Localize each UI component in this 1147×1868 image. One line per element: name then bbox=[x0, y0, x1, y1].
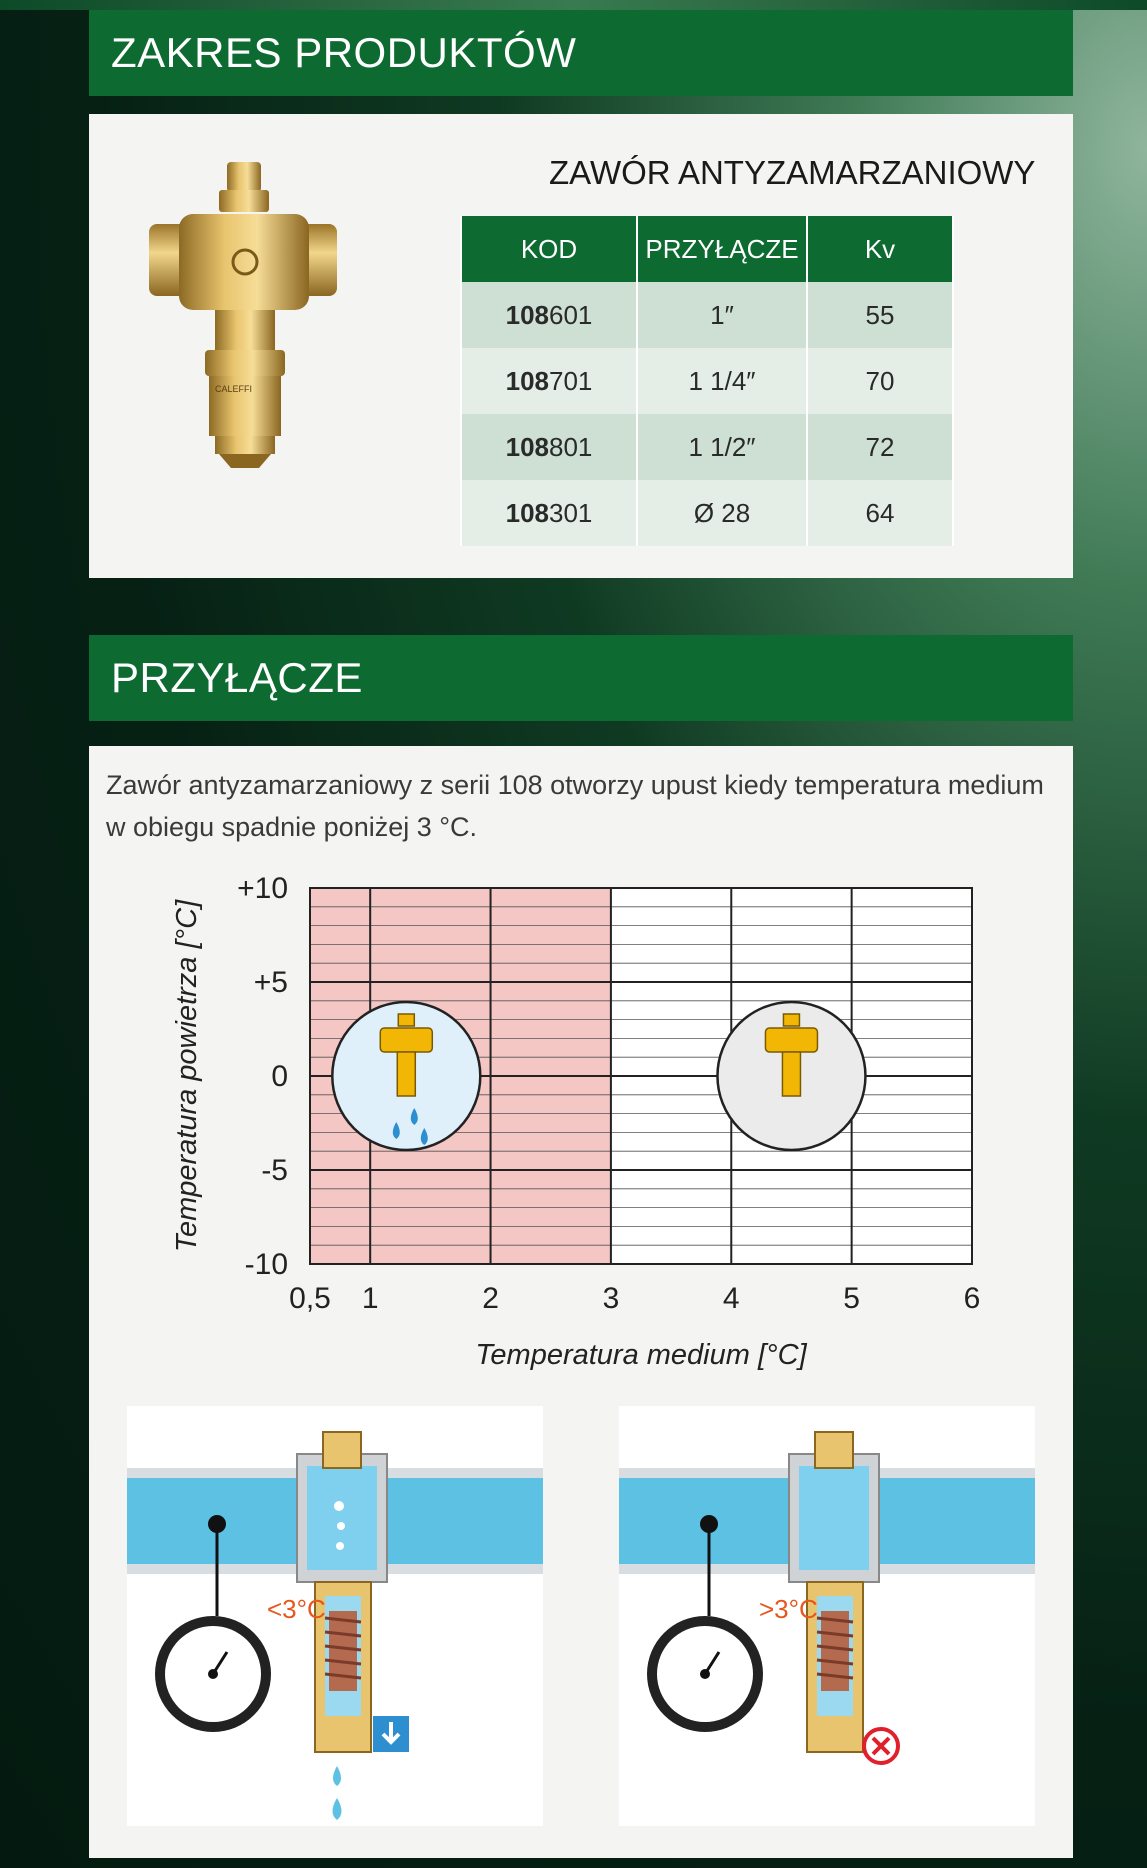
x-tick-label: 0,5 bbox=[289, 1282, 331, 1315]
description-line: Zawór antyzamarzaniowy z serii 108 otworzy upust kiedy temperatura medium bbox=[106, 770, 1044, 800]
valve-open-drawing bbox=[127, 1406, 543, 1826]
table-row bbox=[461, 348, 953, 414]
section-header-zakres bbox=[89, 10, 1073, 96]
cell-kv: 70 bbox=[807, 348, 953, 414]
valve-photo bbox=[149, 162, 349, 472]
y-tick-label: +5 bbox=[253, 966, 288, 999]
cell-connection: 1″ bbox=[637, 282, 807, 348]
cell-kv: 64 bbox=[807, 480, 953, 546]
closed-valve-valve-body bbox=[765, 1028, 817, 1052]
open-valve-valve-cap bbox=[398, 1014, 414, 1026]
cell-code: 108601 bbox=[461, 282, 637, 348]
closed-valve-valve-stem bbox=[782, 1052, 800, 1096]
table-row bbox=[461, 480, 953, 546]
cell-connection: 1 1/2″ bbox=[637, 414, 807, 480]
top-band bbox=[0, 0, 1147, 10]
product-table bbox=[460, 216, 954, 546]
y-tick-label: 0 bbox=[271, 1060, 288, 1093]
x-tick-label: 6 bbox=[963, 1282, 981, 1315]
description-line: w obiegu spadnie poniżej 3 °C. bbox=[106, 812, 478, 842]
temperature-chart bbox=[89, 746, 1073, 1386]
y-axis-label: Temperatura powietrza [°C] bbox=[171, 899, 203, 1253]
col-header-przylacze: PRZYŁĄCZE bbox=[637, 216, 807, 282]
x-axis-label: Temperatura medium [°C] bbox=[475, 1339, 807, 1371]
valve-brand: CALEFFI bbox=[215, 384, 253, 394]
cell-code: 108701 bbox=[461, 348, 637, 414]
col-header-kod: KOD bbox=[461, 216, 637, 282]
connection-panel bbox=[89, 746, 1073, 1858]
product-title: ZAWÓR ANTYZAMARZANIOWY bbox=[549, 154, 1036, 191]
cell-connection: Ø 28 bbox=[637, 480, 807, 546]
x-tick-label: 3 bbox=[602, 1282, 620, 1315]
cell-connection: 1 1/4″ bbox=[637, 348, 807, 414]
open-valve-valve-stem bbox=[397, 1052, 415, 1096]
valve-closed-drawing bbox=[619, 1406, 1035, 1826]
product-range-panel bbox=[89, 114, 1073, 578]
x-tick-label: 4 bbox=[722, 1282, 740, 1315]
cell-kv: 72 bbox=[807, 414, 953, 480]
x-tick-label: 2 bbox=[482, 1282, 499, 1315]
y-tick-label: +10 bbox=[237, 872, 288, 905]
section-title: ZAKRES PRODUKTÓW bbox=[111, 29, 577, 76]
x-tick-label: 5 bbox=[843, 1282, 860, 1315]
temp-label: >3°C bbox=[759, 1594, 818, 1624]
x-tick-label: 1 bbox=[361, 1282, 379, 1315]
temp-label: <3°C bbox=[267, 1594, 326, 1624]
table-row bbox=[461, 414, 953, 480]
table-row bbox=[461, 282, 953, 348]
section-title: PRZYŁĄCZE bbox=[111, 654, 363, 701]
y-tick-label: -10 bbox=[244, 1248, 288, 1281]
section-header-przylacze bbox=[89, 635, 1073, 721]
y-tick-label: -5 bbox=[261, 1154, 288, 1187]
open-valve-valve-body bbox=[380, 1028, 432, 1052]
illustration-closed bbox=[619, 1406, 1035, 1826]
cell-kv: 55 bbox=[807, 282, 953, 348]
closed-valve-valve-cap bbox=[783, 1014, 799, 1026]
cell-code: 108801 bbox=[461, 414, 637, 480]
cell-code: 108301 bbox=[461, 480, 637, 546]
col-header-kv: Kv bbox=[807, 216, 953, 282]
illustration-open bbox=[127, 1406, 543, 1826]
